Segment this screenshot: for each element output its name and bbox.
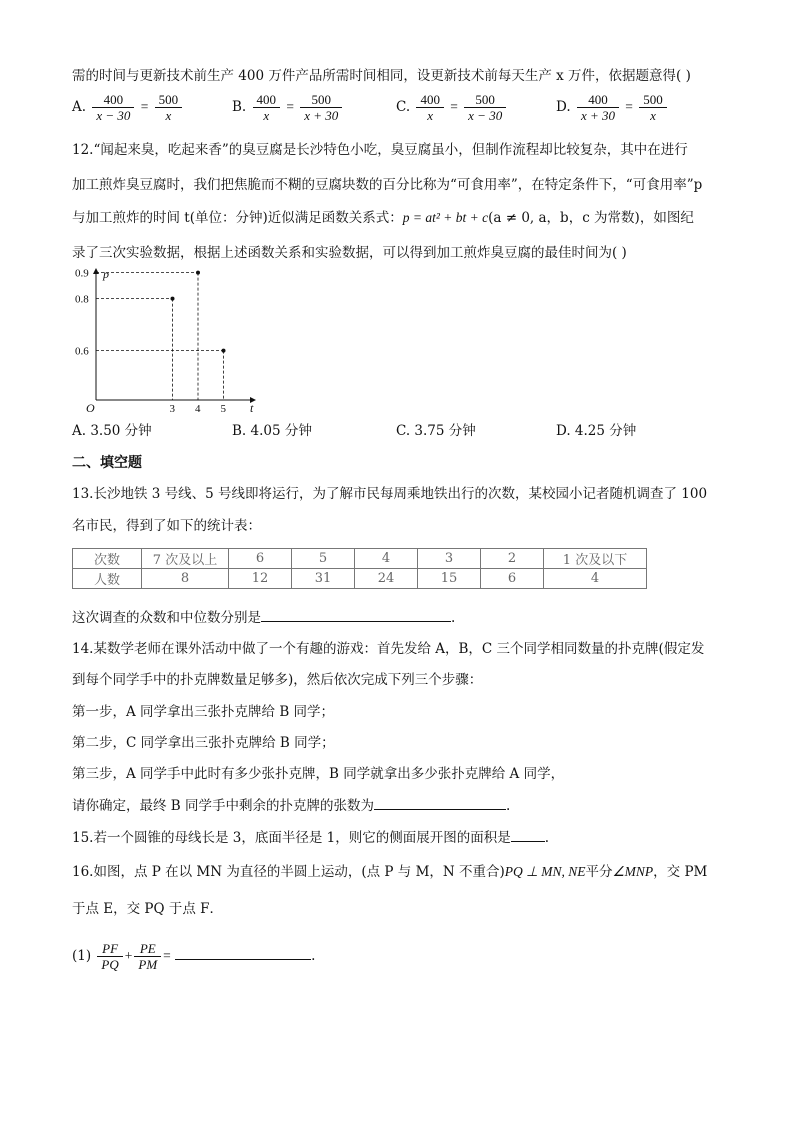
x-tick-label: 4 <box>195 403 201 415</box>
q12-chart <box>72 266 272 418</box>
fraction: $\frac{500}{x}$ <box>155 92 183 123</box>
origin-label: O <box>86 401 95 415</box>
section-title: 二、填空题 <box>72 455 142 471</box>
y-tick-label: 0.8 <box>75 293 89 306</box>
q16-line-1: 16.如图，点 P 在以 MN 为直径的半圆上运动，(点 P 与 M，N 不重合)PQ ⊥ MN, NE平分∠MNP，交 PM <box>72 864 708 880</box>
table-header-cell: 次数 <box>73 549 142 569</box>
q14-question: 请你确定，最终 B 同学手中剩余的扑克牌的张数为 . <box>72 795 510 816</box>
y-tick-label: 0.6 <box>75 345 89 358</box>
fraction: $\frac{400}{x + 30}$ <box>577 92 619 123</box>
q13-line-2: 名市民，得到了如下的统计表： <box>72 518 261 534</box>
table-cell: 3 <box>418 549 481 569</box>
table-cell: 24 <box>355 569 418 589</box>
y-axis-arrow <box>93 268 99 274</box>
q16-part-1: (1) $\frac{PF}{PQ}$ + $\frac{PE}{PM}$ = . <box>72 941 316 972</box>
q12-line-1: 12.“闻起来臭，吃起来香”的臭豆腐是长沙特色小吃，臭豆腐虽小，但制作流程却比较复杂，其中在进行 <box>72 142 688 158</box>
fraction: $\frac{PF}{PQ}$ <box>97 941 122 972</box>
q12-line-3: 与加工煎炸的时间 t(单位：分钟)近似满足函数关系式：p = at² + bt + c(a ≠ 0, a，b，c 为常数)，如图纪 <box>72 210 694 226</box>
q12-formula: p = at² + bt + c <box>402 210 489 225</box>
q14-step-1: 第一步，A 同学拿出三张扑克牌给 B 同学； <box>72 704 335 720</box>
fraction: $\frac{500}{x}$ <box>639 92 667 123</box>
table-cell: 15 <box>418 569 481 589</box>
fraction: $\frac{PE}{PM}$ <box>134 941 161 972</box>
q14-line-1: 14.某数学老师在课外活动中做了一个有趣的游戏：首先发给 A，B，C 三个同学相同数量的扑克牌(假定发 <box>72 641 705 657</box>
data-point <box>222 349 226 353</box>
q15-question: 15.若一个圆锥的母线长是 3，底面半径是 1，则它的侧面展开图的面积是 . <box>72 827 549 848</box>
fraction: $\frac{400}{x - 30}$ <box>92 92 134 123</box>
table-cell: 1 次及以下 <box>544 549 647 569</box>
q12-line-2: 加工煎炸臭豆腐时，我们把焦脆而不糊的豆腐块数的百分比称为“可食用率”，在特定条件下，“可食用率”p <box>72 177 703 193</box>
q11-option-d: D. $\frac{400}{x + 30}$ = $\frac{500}{x}$ <box>556 92 669 123</box>
q13-question: 这次调查的众数和中位数分别是 . <box>72 607 455 628</box>
x-axis-label: t <box>250 401 254 415</box>
fraction: $\frac{500}{x - 30}$ <box>464 92 506 123</box>
table-cell: 8 <box>142 569 229 589</box>
table-row <box>73 569 647 589</box>
q11-stem: 需的时间与更新技术前生产 400 万件产品所需时间相同，设更新技术前每天生产 x 万件，依据题意得( ) <box>72 68 691 84</box>
table-cell: 2 <box>481 549 544 569</box>
q12-option-c: C. 3.75 分钟 <box>396 423 476 439</box>
answer-blank[interactable] <box>511 827 545 842</box>
y-tick-label: 0.9 <box>75 267 89 280</box>
table-cell: 4 <box>355 549 418 569</box>
q16-line-2: 于点 E，交 PQ 于点 F． <box>72 901 224 917</box>
table-cell: 31 <box>292 569 355 589</box>
table-cell: 6 <box>229 549 292 569</box>
q12-option-a: A. 3.50 分钟 <box>72 423 152 439</box>
q14-step-2: 第二步，C 同学拿出三张扑克牌给 B 同学； <box>72 735 335 751</box>
y-axis-label: p <box>103 267 109 281</box>
q12-formula-condition: (a ≠ 0, a，b，c 为常数)，如图纪 <box>488 210 694 226</box>
fraction: $\frac{400}{x}$ <box>253 92 281 123</box>
fraction: $\frac{500}{x + 30}$ <box>300 92 342 123</box>
answer-blank[interactable] <box>374 795 506 810</box>
data-point <box>196 271 200 275</box>
table-cell: 5 <box>292 549 355 569</box>
x-tick-label: 5 <box>220 403 226 415</box>
q14-line-2: 到每个同学手中的扑克牌数量足够多)，然后依次完成下列三个步骤： <box>72 672 483 688</box>
table-cell: 6 <box>481 569 544 589</box>
data-point <box>171 297 175 301</box>
q12-option-b: B. 4.05 分钟 <box>232 423 312 439</box>
fraction: $\frac{400}{x}$ <box>416 92 444 123</box>
q11-option-a: A. $\frac{400}{x - 30}$ = $\frac{500}{x}$ <box>72 92 184 123</box>
q12-option-d: D. 4.25 分钟 <box>556 423 637 439</box>
q11-option-c: C. $\frac{400}{x}$ = $\frac{500}{x - 30}$ <box>396 92 508 123</box>
q12-line-4: 录了三次实验数据，根据上述函数关系和实验数据，可以得到加工煎炸臭豆腐的最佳时间为( ) <box>72 245 627 261</box>
x-tick-label: 3 <box>169 403 175 415</box>
q13-stat-table <box>72 548 647 589</box>
answer-blank[interactable] <box>261 607 451 622</box>
table-header-cell: 人数 <box>73 569 142 589</box>
q11-option-b: B. $\frac{400}{x}$ = $\frac{500}{x + 30}$ <box>232 92 344 123</box>
table-cell: 7 次及以上 <box>142 549 229 569</box>
answer-blank[interactable] <box>175 945 311 960</box>
table-cell: 12 <box>229 569 292 589</box>
table-row <box>73 549 647 569</box>
q14-step-3: 第三步，A 同学手中此时有多少张扑克牌，B 同学就拿出多少张扑克牌给 A 同学， <box>72 766 565 782</box>
table-cell: 4 <box>544 569 647 589</box>
q13-line-1: 13.长沙地铁 3 号线、5 号线即将运行，为了解市民每周乘地铁出行的次数，某校园小记者随机调查了 100 <box>72 486 708 502</box>
